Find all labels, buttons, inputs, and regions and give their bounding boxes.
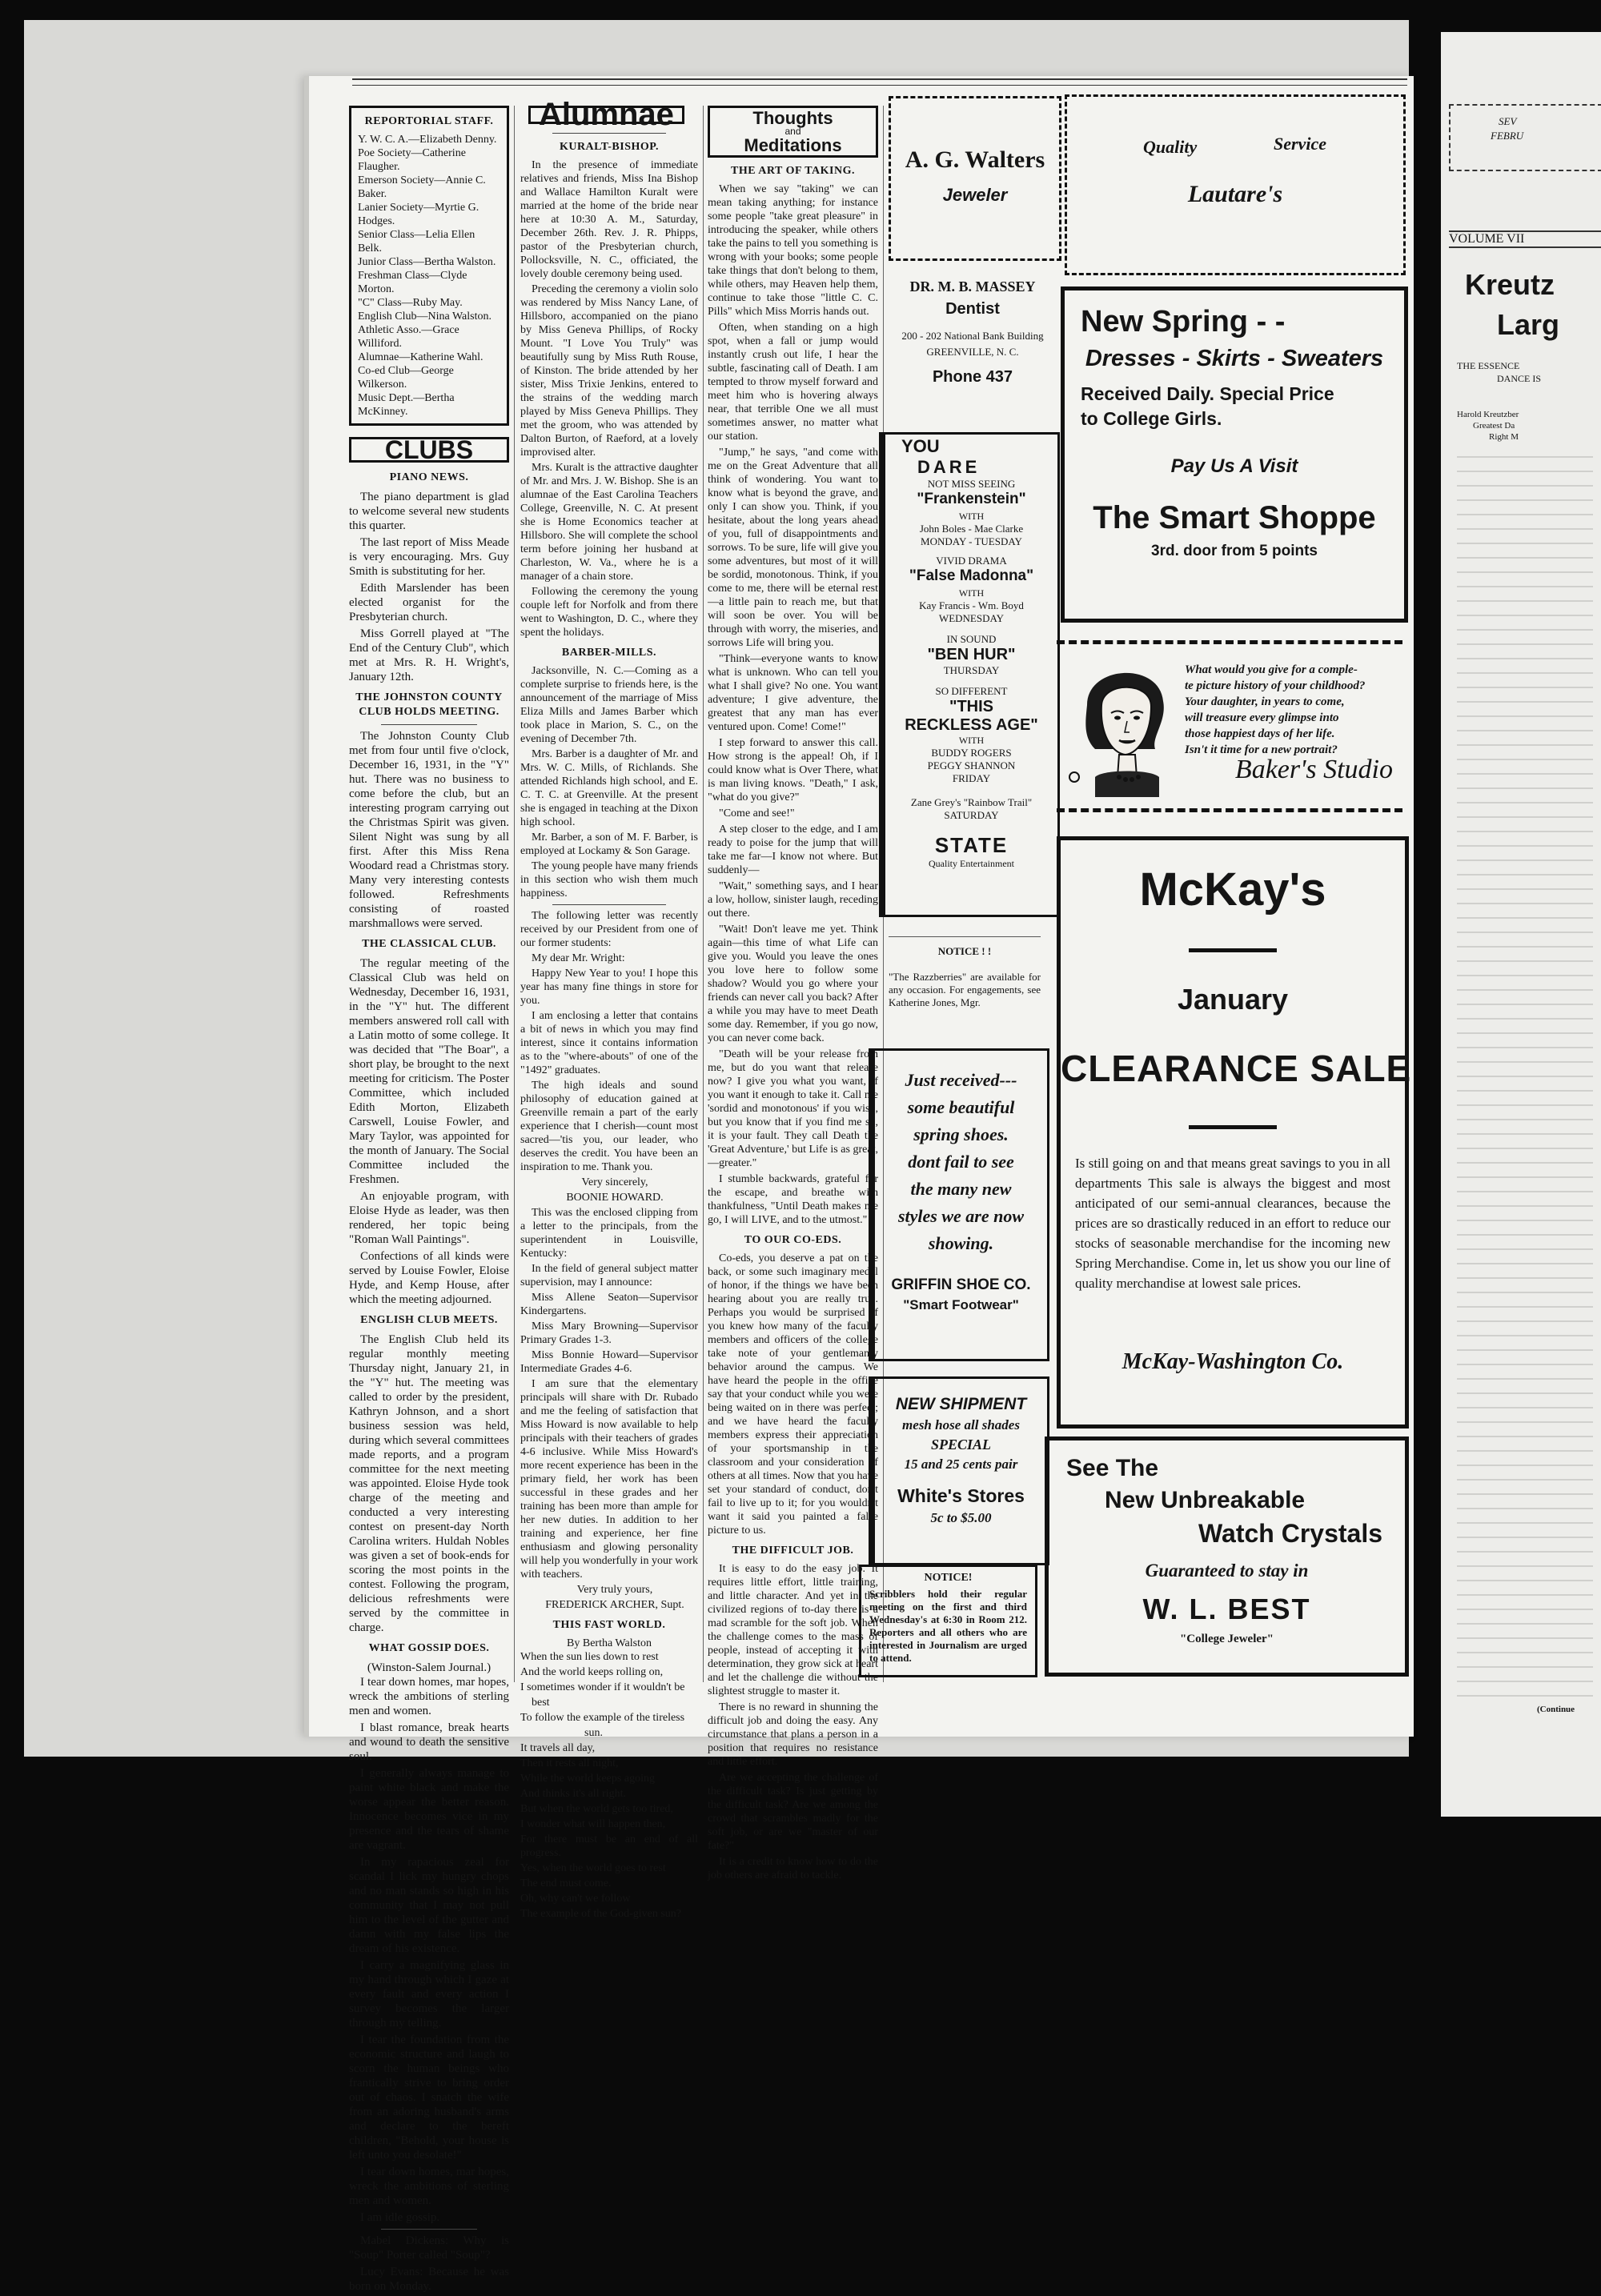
- theater-line: WITH: [958, 735, 985, 746]
- divider: [1189, 948, 1277, 952]
- paragraph: I stumble backwards, grateful for the escape, and breathe with thankfulness, "Until Death makes me go, I will LIVE, and to the utmost.": [708, 1173, 878, 1226]
- paragraph: I blast romance, break hearts and wound to death the sensitive soul.: [349, 1721, 509, 1763]
- poem-line: Yes, when the world goes to rest: [520, 1862, 666, 1874]
- best-line2: New Unbreakable: [1105, 1487, 1306, 1513]
- paragraph: In my rapacious zeal for scandal I lick my hungry chops and no man stands so high in his community that I may not pull him to the level of the gutter and damn with my false lips the dream of his existence.: [349, 1856, 509, 1955]
- paragraph: In the presence of immediate relatives and friends, Miss Ina Bishop and Wallace Hamilton Kuralt were married at the home of the bride near here at 10:30 A. M., Saturday, December 26th. Rev. J. R. Phipps, pastor of the Presbyterian church, Pollocksville, N. C., officiated, the lovely double ceremony being used.: [520, 159, 698, 280]
- meditations-title: Meditations: [744, 135, 842, 155]
- whites-price: 5c to $5.00: [930, 1510, 992, 1525]
- staff-line: "C" Class—Ruby May.: [358, 297, 463, 309]
- reportorial-title: REPORTORIAL STAFF.: [364, 115, 494, 127]
- poem-line: While the world keeps agoing: [520, 1773, 655, 1785]
- smart-name: The Smart Shoppe: [1093, 500, 1376, 535]
- section-heading: THIS FAST WORLD.: [552, 1619, 666, 1631]
- walters-ad: [889, 96, 1061, 261]
- poem-line: I sometimes wonder if it wouldn't be: [520, 1681, 685, 1693]
- massey-name: DR. M. B. MASSEY: [909, 278, 1036, 295]
- adjacent-text: (Continue: [1537, 1705, 1575, 1714]
- best-name: W. L. BEST: [1142, 1593, 1311, 1625]
- theater-line: MONDAY - TUESDAY: [921, 535, 1022, 547]
- paragraph: "Wait! Don't leave me yet. Think again—this time of what Life can give you. Would you leave the ones you love here to follow some shadow? Would you go where your friends can never call you back? After a while you may have to meet Death some day. Remember, if you go now, you can never come back.: [708, 924, 879, 1044]
- staff-line: Emerson Society—Annie C. Baker.: [358, 174, 486, 200]
- mckay-name: McKay's: [1139, 864, 1326, 916]
- paragraph: Mr. Barber, a son of M. F. Barber, is employed at Lockamy & Son Garage.: [520, 831, 698, 857]
- whites-line: SPECIAL: [930, 1437, 992, 1453]
- whites-line: NEW SHIPMENT: [895, 1395, 1027, 1413]
- paragraph: There is no reward in shunning the difficult job and doing the easy. Any circumstance that plans a person in a position that requires no resistance and little effort.: [708, 1701, 878, 1768]
- paragraph: This was the enclosed clipping from a letter to the principals, from the superintendent in Louisville, Kentucky:: [520, 1207, 698, 1260]
- staff-line: Freshman Class—Clyde Morton.: [358, 270, 467, 295]
- paragraph: I am enclosing a letter that contains a bit of news in which you may find interest, since it contains information as to the "where-abouts" of one of the "1492" graduates.: [520, 1010, 698, 1076]
- notice-head: NOTICE ! !: [937, 945, 992, 957]
- paragraph: The following letter was recently received by our President from one of our former students:: [520, 910, 698, 949]
- massey-title: Dentist: [945, 300, 1000, 318]
- bakers-line: Isn't it time for a new portrait?: [1185, 743, 1338, 756]
- griffin-line: showing.: [928, 1233, 994, 1253]
- whites-line: mesh hose all shades: [902, 1417, 1020, 1432]
- paragraph: "Come and see!": [719, 807, 795, 819]
- staff-line: English Club—Nina Walston.: [358, 311, 492, 323]
- paragraph: When we say "taking" we can mean taking anything; for instance some people "take great pleasure" in introducing the speaker, while others take the pains to tell you something is wrong with your books; some people take things that don't belong to them, while others, may Heaven help them, continue to take those "little C. C. Pills" which Miss Morris hands out.: [708, 183, 878, 318]
- paragraph: My dear Mr. Wright:: [532, 952, 625, 964]
- smart-line2: to College Girls.: [1081, 408, 1222, 429]
- staff-line: Poe Society—Catherine Flaugher.: [358, 147, 466, 173]
- poem-line: I wonder what will happen then,: [520, 1818, 666, 1830]
- griffin-line: some beautiful: [907, 1097, 1015, 1117]
- section-heading: BARBER-MILLS.: [561, 647, 657, 659]
- paragraph: Mrs. Barber is a daughter of Mr. and Mrs. W. C. Mills, of Richlands. She attended Richlands high school, and E. C. T. C. at Greenville. At the present she is engaged in teaching at the Dixon high school.: [520, 748, 698, 828]
- paragraph: The Johnston County Club met from four until five o'clock, December 16, 1931, in the "Y" hut. There was no business to come before the club, but an interesting program carrying out the Christmas Spirit was given. Silent Night was sung by all first. After this Miss Rena Woodard read a Christmas story. Many very interesting contests followed. Refreshments consisting of roasted marshmallows were served.: [349, 730, 509, 930]
- best-line1: See The: [1066, 1455, 1159, 1481]
- theater-line: NOT MISS SEEING: [927, 478, 1016, 490]
- poem-line: The example of the God-given sun?: [520, 1908, 681, 1920]
- adjacent-dateline-box: [1449, 104, 1601, 171]
- paragraph: I am sure that the elementary principals will share with Dr. Rubado and me the feeling of satisfaction that Miss Howard is now available to help principals with their teachers of grades 4-6 inclusive. While Miss Howard's more recent experience has been in the primary field, her work has been successful in these grades and her training has been more than ample for her new duties. In addition to her training and experience, her fine enthusiasm and glowing personality will help you wonderfully in your work with teachers.: [520, 1378, 698, 1581]
- adjacent-headline: Kreutz: [1465, 268, 1555, 301]
- paragraph: I tear down homes, mar hopes, wreck the ambitions of sterling men and women.: [349, 1676, 509, 1717]
- paragraph: The young people have many friends in this section who wish them much happiness.: [520, 860, 698, 900]
- walters-name: A. G. Walters: [905, 146, 1045, 173]
- adjacent-text: DANCE IS: [1497, 373, 1542, 384]
- divider: [381, 724, 477, 725]
- paragraph: The piano department is glad to welcome several new students this quarter.: [349, 491, 509, 532]
- staff-line: Y. W. C. A.—Elizabeth Denny.: [358, 134, 497, 146]
- poem-line: To follow the example of the tireless: [520, 1712, 685, 1724]
- paragraph: Confections of all kinds were served by Louise Fowler, Eloise Hyde, and Kemp House, after which the meeting adjourned.: [349, 1250, 509, 1306]
- best-guarantee: Guaranteed to stay in: [1145, 1561, 1309, 1581]
- adjacent-text: Greatest Da: [1473, 421, 1515, 431]
- paragraph: I step forward to answer this call. How strong is the appeal! Oh, if I could know what is Over There, what is man living knows. "Death," I ask, "what do you give?": [708, 737, 878, 803]
- section-heading: THE JOHNSTON COUNTY CLUB HOLDS MEETING.: [355, 691, 503, 718]
- smart-shoppe-ad: [1061, 286, 1408, 623]
- poem-line: best: [532, 1697, 550, 1709]
- section-heading: THE ART OF TAKING.: [730, 165, 856, 177]
- poem-line: It travels all day,: [520, 1742, 596, 1754]
- staff-line: Co-ed Club—George Wilkerson.: [358, 365, 454, 391]
- mckay-ad: [1057, 836, 1412, 1428]
- bakers-studio-ad: [1057, 640, 1402, 812]
- theater-line: Kay Francis - Wm. Boyd: [919, 599, 1024, 611]
- lautare-ad: [1065, 94, 1406, 275]
- adjacent-text: THE ESSENCE: [1457, 360, 1520, 371]
- paragraph: FREDERICK ARCHER, Supt.: [545, 1599, 684, 1611]
- paragraph: Miss Mary Browning—Supervisor Primary Grades 1-3.: [520, 1320, 698, 1346]
- paragraph: The last report of Miss Meade is very encouraging. Mrs. Guy Smith is substituting for her.: [349, 536, 509, 578]
- massey-phone: Phone 437: [932, 368, 1013, 386]
- theater-line: BUDDY ROGERS: [931, 747, 1012, 759]
- adjacent-page: [1441, 32, 1601, 1817]
- razzberries-notice: [889, 936, 1041, 1041]
- best-jeweler-ad: [1045, 1437, 1409, 1677]
- griffin-slogan: "Smart Footwear": [903, 1297, 1019, 1312]
- poem-line: Then it rests all night,: [520, 1757, 619, 1769]
- paragraph: Co-eds, you deserve a pat on the back, or some such imaginary medal of honor, if the things we have been hearing about you are really true. Perhaps you would be surprised if you knew how many of the faculty members and officers of the college take note of your gentlemanly behavior around the campus. We have heard the people in the office say that your conduct while you were being waited on in there was perfect; and we have heard the faculty members express their appreciation of your sportsmanship in the classroom and your consideration of others at all times. Now that you have set your standard of conduct, don't fail to live up to it; for you wouldn't want it said you painted a false picture to us.: [708, 1252, 878, 1537]
- column-rule: [514, 106, 515, 1682]
- notice-text: Scribblers hold their regular meeting on the first and third Wednesday's at 6:30 in Room 212. Reporters and all others who are interested in Journalism are urged to attend.: [869, 1588, 1027, 1664]
- bakers-name: Baker's Studio: [1234, 755, 1393, 784]
- section-heading: WHAT GOSSIP DOES.: [368, 1642, 490, 1654]
- thoughts-and: and: [784, 126, 801, 137]
- paragraph: The high ideals and sound philosophy of education gained at Greenville remain a part of the early experience that I cherish—count most sacred—'tis you, our leader, who deserves the credit. You have been an inspiration to me. Thank you.: [520, 1080, 698, 1173]
- best-sub: "College Jeweler": [1179, 1633, 1274, 1645]
- paragraph: Miss Bonnie Howard—Supervisor Intermediate Grades 4-6.: [520, 1349, 698, 1375]
- theater-line: Zane Grey's "Rainbow Trail": [910, 796, 1033, 808]
- adjacent-text: FEBRU: [1491, 130, 1524, 142]
- clubs-heading: CLUBS: [349, 437, 509, 463]
- adjacent-headline: Larg: [1497, 308, 1560, 341]
- thoughts-title: Thoughts: [752, 108, 833, 128]
- poem-line: But when the world gets too tired,: [520, 1803, 673, 1815]
- paragraph: Edith Marslender has been elected organist for the Presbyterian church.: [349, 582, 509, 623]
- paragraph: In the field of general subject matter supervision, may I announce:: [520, 1263, 698, 1288]
- paragraph: I am idle gossip.: [360, 2211, 440, 2224]
- paragraph: I tear down homes, mar hopes, wreck the ambitions of sterling men and women.: [349, 2166, 509, 2207]
- theater-line: IN SOUND: [946, 633, 997, 645]
- whites-line: 15 and 25 cents pair: [904, 1457, 1018, 1472]
- section-heading: TO OUR CO-EDS.: [744, 1234, 842, 1246]
- paragraph: I generally always manage to paint white black and make the worse appear the better reason. Innocence becomes vice in my presence and the tears of shame are vagrant.: [349, 1767, 509, 1852]
- bakers-line: will treasure every glimpse into: [1185, 711, 1339, 724]
- paragraph: The English Club held its regular monthly meeting Thursday night, January 21, in the "Y" hut. The meeting was called to order by the president, Kathryn Johnson, and a short business session was held, during which several committees made reports, and a program committee for the next meeting was appointed. Eloise Hyde took charge of the meeting and conducted a very interesting contest on present-day North Carolina writers. Huldah Nobles was given a set of book-ends for scoring the most points in the contest. Following the program, delicious refreshments were served by the committee in charge.: [349, 1333, 509, 1634]
- alumnae-heading: Alumnae: [528, 106, 684, 124]
- theater-line: THURSDAY: [943, 664, 1000, 676]
- theater-name: STATE: [934, 833, 1009, 857]
- paragraph: It is a credit to know how to do the job others are afraid to tackle.: [708, 1856, 878, 1881]
- divider: [552, 904, 666, 905]
- section-heading: THE CLASSICAL CLUB.: [362, 938, 496, 950]
- smart-head: New Spring - -: [1081, 305, 1286, 339]
- staff-line: Senior Class—Lelia Ellen Belk.: [358, 229, 475, 254]
- smart-line1: Received Daily. Special Price: [1081, 383, 1334, 404]
- section-heading: PIANO NEWS.: [389, 471, 469, 483]
- staff-line: Lanier Society—Myrtie G. Hodges.: [358, 202, 479, 227]
- masthead-rule: [352, 78, 1407, 86]
- column-1: [349, 106, 509, 2296]
- paragraph: "Think—everyone wants to know what is unknown. Who can tell you what I shall give? No one. You want adventure; I give adventure, the greatest that any man has ever ventured upon. Come! Come!": [708, 653, 878, 733]
- poem-line: And the world keeps rolling on,: [520, 1666, 664, 1678]
- griffin-shoe-ad: [869, 1048, 1049, 1361]
- divider: [381, 2229, 477, 2230]
- theater-line: WITH: [958, 587, 985, 599]
- woman-portrait-icon: [1063, 657, 1183, 797]
- lautare-service: Service: [1274, 134, 1326, 154]
- massey-ad: [889, 272, 1057, 424]
- column-2: [520, 97, 698, 1922]
- theater-line: WEDNESDAY: [938, 612, 1005, 624]
- mckay-footer: McKay-Washington Co.: [1122, 1349, 1344, 1374]
- bakers-line: What would you give for a comple-: [1185, 663, 1358, 676]
- scribblers-notice: [859, 1565, 1037, 1677]
- paragraph: I carry a magnifying glass in my hand through which I gaze at every fault and every action I survey becomes the larger through my telling.: [349, 1959, 509, 2030]
- paragraph: Mabel Dickens: Why is "Soup" Porter called "Soup"?: [349, 2234, 509, 2262]
- column-rule: [703, 106, 704, 1682]
- thoughts-heading: [708, 106, 878, 158]
- paragraph: Miss Allene Seaton—Supervisor Kindergartens.: [520, 1292, 698, 1317]
- griffin-line: the many new: [910, 1179, 1012, 1199]
- paragraph: Mrs. Kuralt is the attractive daughter of Mr. and Mrs. J. W. Bishop. She is an alumnae of the East Carolina Teachers College, Greenville, N. C. At present she is Home Economics teacher at Hillsboro. She will complete the school term before joining her husband at Charleston, W. Va., where he is a manager of a chain store.: [520, 462, 698, 583]
- theater-line: WITH: [958, 511, 985, 522]
- paragraph: Are we accepting the challenge of the difficult task? Is just getting by the difficult task? Are we among the crowd that scrambles madly for the soft job, or are we "master of our fate?": [708, 1772, 878, 1852]
- divider: [1189, 1125, 1277, 1129]
- poem: [520, 1650, 698, 1921]
- lautare-quality: Quality: [1143, 137, 1198, 157]
- massey-address: 200 - 202 National Bank Building: [901, 330, 1044, 342]
- theater-line: "BEN HUR": [927, 646, 1016, 663]
- staff-line: Athletic Asso.—Grace Williford.: [358, 324, 459, 350]
- paragraph: Often, when standing on a high spot, when a fall or jump would instantly crush out life, I hear the subtle, fascinating call of Death. I am tempted to throw myself forward and meet him who is hovering always near, that terrible One we all must sometimes answer, no matter what our station.: [708, 322, 878, 443]
- paragraph: Jacksonville, N. C.—Coming as a complete surprise to friends here, is the announcement of the marriage of Miss Eliza Mills and James Barber which took place in Marion, S. C., on the evening of December 7th.: [520, 665, 698, 745]
- paragraph: "Wait," something says, and I hear a low, hollow, sinister laugh, receding out there.: [708, 880, 878, 920]
- griffin-line: dont fail to see: [908, 1152, 1014, 1172]
- divider: [552, 133, 666, 134]
- theater-line: DARE: [917, 457, 981, 477]
- portrait-illustration: [1063, 657, 1183, 797]
- griffin-line: spring shoes.: [913, 1124, 1009, 1144]
- theater-line: PEGGY SHANNON: [927, 759, 1016, 771]
- paragraph: Lucy Evans: Because he was born on Monday.: [349, 2266, 509, 2293]
- paragraph: A step closer to the edge, and I am ready to poise for the jump that will take me far—I know not where. But suddenly—: [708, 823, 878, 876]
- poem-author: By Bertha Walston: [567, 1637, 652, 1649]
- theater-line: "False Madonna": [909, 567, 1034, 584]
- whites-stores-ad: [869, 1376, 1049, 1565]
- adjacent-body-text: [1457, 448, 1593, 1697]
- poem-line: The end must come.: [520, 1877, 612, 1889]
- poem-line: sun.: [584, 1727, 603, 1739]
- reportorial-staff-box: [349, 106, 509, 426]
- source-line: (Winston-Salem Journal.): [367, 1661, 492, 1674]
- paragraph: Following the ceremony the young couple left for Norfolk and from there went to Washington, D. C., where they spent the holidays.: [520, 586, 698, 639]
- staff-line: Music Dept.—Bertha McKinney.: [358, 392, 455, 418]
- griffin-name: GRIFFIN SHOE CO.: [891, 1276, 1031, 1293]
- paragraph: Preceding the ceremony a violin solo was rendered by Miss Nancy Lane, of Hillsboro, accompanied on the piano by Miss Geneva Phillips, of Rocky Mount. "I Love You Truly" was beautifully sung by Miss Ruth Rouse, of Kinston. The bride attended by her sister, Miss Trixie Jenkins, entered to the strains of the wedding march played by Miss Geneva Phillips. They met the groom, who was attended by Dalton Burton, of Raeford, at a lovely improvised alter.: [520, 283, 698, 459]
- smart-location: 3rd. door from 5 points: [1151, 543, 1318, 559]
- staff-line: Junior Class—Bertha Walston.: [358, 256, 496, 268]
- theater-line: FRIDAY: [952, 772, 991, 784]
- notice-text: "The Razzberries" are available for any occasion. For engagements, see Katherine Jones, Mgr.: [889, 971, 1041, 1008]
- theater-line: RECKLESS AGE": [905, 716, 1038, 734]
- walters-sub: Jeweler: [942, 185, 1008, 205]
- section-heading: KURALT-BISHOP.: [559, 141, 660, 153]
- theater-line: John Boles - Mae Clarke: [919, 523, 1024, 535]
- theater-line: YOU: [901, 436, 940, 456]
- column-3: [708, 106, 878, 1885]
- paragraph: I tear the foundation from the economic structure and laugh to scorn the human beings who frantically strive to bring order out of chaos. I snatch the wife from an adoring husband's arms and declare to the bereft children, "Behold, your house is left unto you desolate!": [349, 2034, 509, 2162]
- paragraph: BOONIE HOWARD.: [566, 1192, 664, 1204]
- bakers-line: te picture history of your childhood?: [1185, 679, 1366, 692]
- theater-slogan: Quality Entertainment: [929, 858, 1014, 869]
- paragraph: Very truly yours,: [576, 1584, 653, 1596]
- whites-name: White's Stores: [897, 1485, 1025, 1506]
- mckay-sale: CLEARANCE SALE: [1061, 1048, 1412, 1089]
- best-line3: Watch Crystals: [1198, 1519, 1382, 1548]
- bakers-line: Your daughter, in years to come,: [1185, 695, 1345, 708]
- mckay-body: Is still going on and that means great savings to you in all departments This sale is always the biggest and most anticipated of our semi-annual clearances, because the prices are so drastically reduced in an effort to reduce our stocks of seasonable merchandise for the incoming new Spring Merchandise. Come in, let us show you our line of quality merchandise at lowest sale prices.: [1075, 1156, 1390, 1291]
- bakers-line: those happiest days of her life.: [1185, 727, 1335, 740]
- section-heading: ENGLISH CLUB MEETS.: [360, 1314, 498, 1326]
- theater-line: "THIS: [949, 698, 994, 715]
- adjacent-text: SEV: [1499, 115, 1517, 127]
- paragraph: "Jump," he says, "and come with me on the Great Adventure that all think of wondering. You want to know what is beyond the grave, and only I can show you. Think, if you hesitate, about the long years ahead of you, full of disappointments and sorrows. To be sure, life will give you some adventures, but most of it will be sordid, monotonous. Think, if you come to me, there will be eternal rest—a little pain to reach me, but that will soon be over. You will be through with worry, the miseries, and sorrows Life will bring you.: [708, 447, 878, 649]
- smart-visit: Pay Us A Visit: [1170, 455, 1298, 477]
- paragraph: It is easy to do the easy job. It requires little effort, little training, and little character. And yet in the civilized regions of to-day there is a mad scramble for the soft job. When the challenge comes to the mass of people, instead of accepting it with determination, they grow sick at heart and let the challenge die without the slightest struggle to master it.: [708, 1563, 878, 1697]
- adjacent-text: Right M: [1489, 432, 1519, 442]
- theater-line: "Frankenstein": [917, 491, 1026, 507]
- theater-line: SO DIFFERENT: [935, 685, 1008, 697]
- bakers-copy: [1185, 662, 1401, 758]
- notice-head: NOTICE!: [924, 1572, 973, 1584]
- section-heading: THE DIFFICULT JOB.: [732, 1545, 854, 1557]
- massey-city: GREENVILLE, N. C.: [926, 346, 1019, 358]
- griffin-line: styles we are now: [897, 1206, 1025, 1226]
- poem-line: And thinks it's all right.: [520, 1788, 627, 1800]
- staff-line: Alumnae—Katherine Wahl.: [358, 351, 484, 363]
- lautare-name: Lautare's: [1187, 181, 1283, 207]
- paragraph: Happy New Year to you! I hope this year has many fine things in store for you.: [520, 968, 698, 1007]
- mckay-month: January: [1177, 983, 1289, 1016]
- griffin-line: Just received---: [905, 1070, 1017, 1090]
- theater-line: SATURDAY: [944, 809, 999, 821]
- paragraph: Miss Gorrell played at "The End of the Century Club", which met at Mrs. R. H. Wright's, January 12th.: [349, 627, 509, 683]
- paragraph: The regular meeting of the Classical Club was held on Wednesday, December 16, 1931, in the "Y" hut. The different members answered roll call with a Latin motto of some college. It was decided that "The Boar", a short play, be brought to the next meeting for criticism. The Poster Committee, which included Edith Morton, Elizabeth Carswell, Louise Fowler, and Mary Taylor, was appointed for the month of January. The Social Committee included the Freshmen.: [349, 957, 509, 1186]
- adjacent-text: VOLUME VII: [1449, 230, 1601, 248]
- paragraph: "Death will be your release from me, but do you want that release now? I give you what you want, if you want it enough to take it. Call me 'sordid and monotonous' if you wish, but you know that if you find me so, it is your fault. They call Death the 'Great Adventure,' but Life is as great,—greater.": [708, 1048, 878, 1169]
- poem-line: For there must be an end of all progress.: [520, 1833, 698, 1859]
- poem-line: Oh, why can't we follow: [520, 1893, 631, 1905]
- theater-line: VIVID DRAMA: [936, 555, 1007, 567]
- poem-line: When the sun lies down to rest: [520, 1651, 659, 1663]
- state-theater-ad: [879, 432, 1060, 917]
- paragraph: An enjoyable program, with Eloise Hyde as leader, was then rendered, her topic being "Roman Wall Paintings".: [349, 1190, 509, 1246]
- paragraph: Very sincerely,: [581, 1176, 648, 1188]
- smart-items: Dresses - Skirts - Sweaters: [1085, 346, 1384, 371]
- adjacent-text: Harold Kreutzber: [1457, 410, 1519, 419]
